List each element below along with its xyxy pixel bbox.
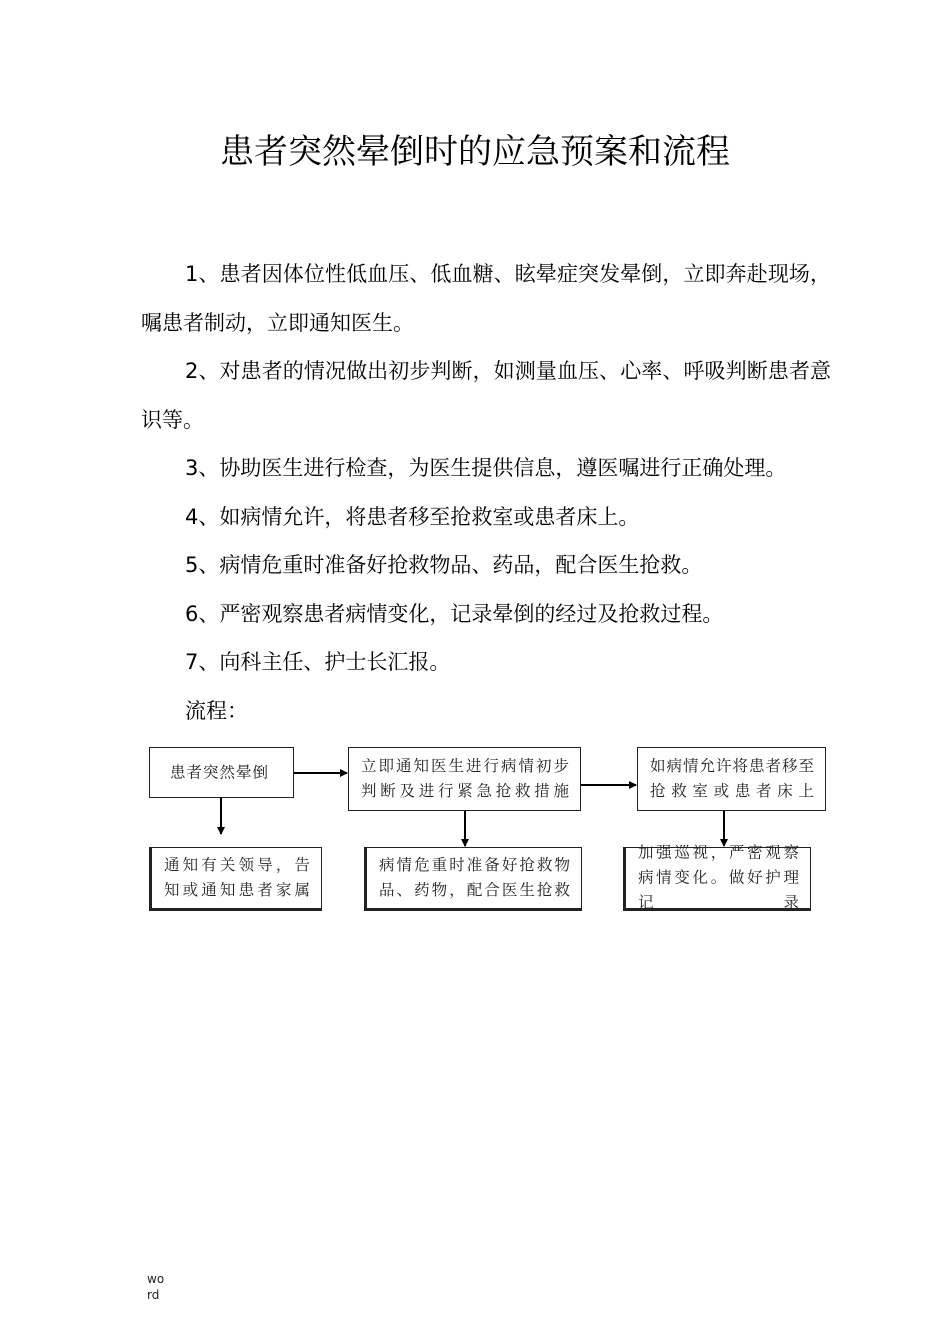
flow-label: 流程：: [185, 698, 248, 723]
flow-box-observe-record: [623, 843, 811, 912]
paragraph-4: 4、如病情允许，将患者移至抢救室或患者床上。: [185, 504, 640, 529]
flow-box-text: 如病情允许将患者移至抢救室或患者床上: [650, 757, 816, 800]
flow-box-text: 立即通知医生进行病情初步判断及进行紧急抢救措施: [361, 757, 570, 800]
paragraph-7: 7、向科主任、护士长汇报。: [185, 650, 451, 674]
flow-box-text: 通知有关领导，告知或通知患者家属: [164, 856, 311, 899]
paragraph-2: 2、对患者的情况做出初步判断，如测量血压、心率、呼吸判断患者意识等。: [141, 359, 831, 432]
flow-box-text: 患者突然晕倒: [170, 763, 270, 781]
flow-box-notify-doctor: [348, 747, 581, 811]
flow-box-transfer-patient: [637, 747, 826, 811]
page-footer: word: [147, 1272, 165, 1302]
flow-box-fainting: [149, 747, 294, 798]
paragraph-6: 6、严密观察患者病情变化，记录晕倒的经过及抢救过程。: [185, 601, 724, 626]
document-body: [141, 250, 831, 735]
paragraph-1: 1、患者因体位性低血压、低血糖、眩晕症突发晕倒，立即奔赴现场，嘱患者制动，立即通知医生。: [141, 262, 831, 335]
paragraph-3: 3、协助医生进行检查，为医生提供信息，遵医嘱进行正确处理。: [185, 456, 787, 480]
paragraph-5: 5、病情危重时准备好抢救物品、药品，配合医生抢救。: [185, 553, 703, 577]
document-title: 患者突然晕倒时的应急预案和流程: [220, 132, 730, 172]
flow-box-text: 加强巡视，严密观察病情变化。做好护理记录: [638, 843, 800, 912]
flow-box-text: 病情危重时准备好抢救物品、药物，配合医生抢救: [379, 856, 571, 899]
flow-box-notify-family: [149, 847, 322, 911]
flow-box-prepare-rescue: [364, 847, 582, 911]
